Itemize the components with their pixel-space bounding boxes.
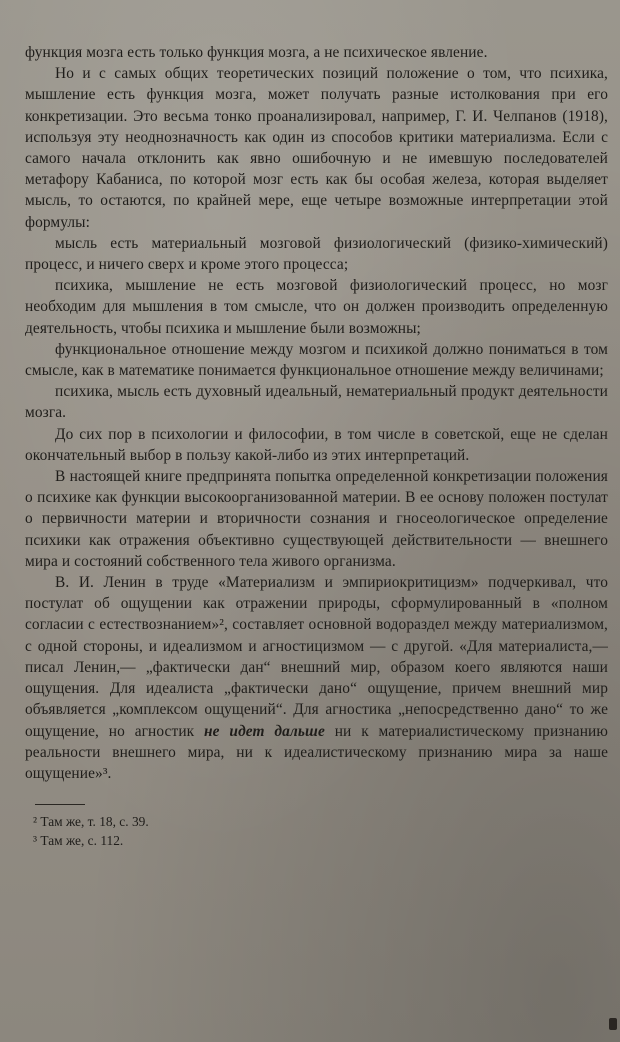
footnote-divider (35, 804, 85, 805)
lenin-text-start: В. И. Ленин в труде «Материализм и эмпириокритицизм» подчеркивал, что постулат об ощущении как отражении природы, сформулированный в «полном согласии с естествознанием»², составляет основной водораздел между материализмом, с одной стороны, и идеализмом и агностицизмом — с другой. «Для материалиста,— писал Ленин,— „фактически дан“ внешний мир, образом коего являются наши ощущения. Для идеалиста „фактически дано“ ощущение, причем внешний мир объявляется „комплексом ощущений“. Для агностика „непосредственно дано“ то же ощущение, но агностик (25, 574, 608, 740)
main-text (25, 42, 608, 784)
interpretation-item-2: психика, мышление не есть мозговой физиологический процесс, но мозг необходим для мышления в том смысле, что он должен производить определенную деятельность, чтобы психика и мышление были возможны; (25, 277, 608, 337)
paragraph-continuation: функция мозга есть только функция мозга, а не психическое явление. (25, 44, 488, 61)
page-edge-mark (609, 1018, 617, 1030)
footnotes (25, 812, 608, 850)
footnote-2: ² Там же, т. 18, с. 39. (33, 814, 149, 830)
paragraph-lenin-quote (25, 572, 608, 784)
interpretation-item-4: психика, мысль есть духовный идеальный, нематериальный продукт деятельности мозга. (25, 383, 608, 422)
paragraph-no-final-choice: До сих пор в психологии и философии, в том числе в советской, еще не сделан окончательный выбор в пользу какой-либо из этих интерпретаций. (25, 425, 608, 464)
footnote-3: ³ Там же, с. 112. (33, 833, 124, 849)
paragraph-book-approach: В настоящей книге предпринята попытка определенной конкретизации положения о психике как функции высокоорганизованной материи. В ее основу положен постулат о первичности материи и вторичности сознания и гносеологическое определение психики как отражения объективно существующей действительности — внешнего мира и состояний собственного тела живого организма. (25, 468, 608, 570)
interpretation-item-3: функциональное отношение между мозгом и психикой должно пониматься в том смысле, как в математике понимается функциональное отношение между величинами; (25, 340, 608, 380)
interpretation-item-1: мысль есть материальный мозговой физиологический (физико-химический) процесс, и ничего сверх и кроме этого процесса; (25, 234, 608, 274)
paragraph-interpretations-intro: Но и с самых общих теоретических позиций положение о том, что психика, мышление есть функция мозга, может получать разные истолкования при его конкретизации. Это весьма тонко проанализировал, например, Г. И. Челпанов (1918), используя эту неоднозначность как один из способов критики материализма. Если с самого начала отклонить как явно ошибочную и не имевшую последователей метафору Кабаниса, по которой мозг есть как бы особая железа, которая выделяет мысль, то остаются, по крайней мере, еще четыре возможные интерпретации этой формулы: (25, 65, 608, 231)
lenin-text-end: ни к материалистическому признанию реальности внешнего мира, ни к идеалистическому признанию мира за наше ощущение»³. (25, 722, 608, 782)
lenin-emphasis: не идет дальше (204, 722, 325, 740)
